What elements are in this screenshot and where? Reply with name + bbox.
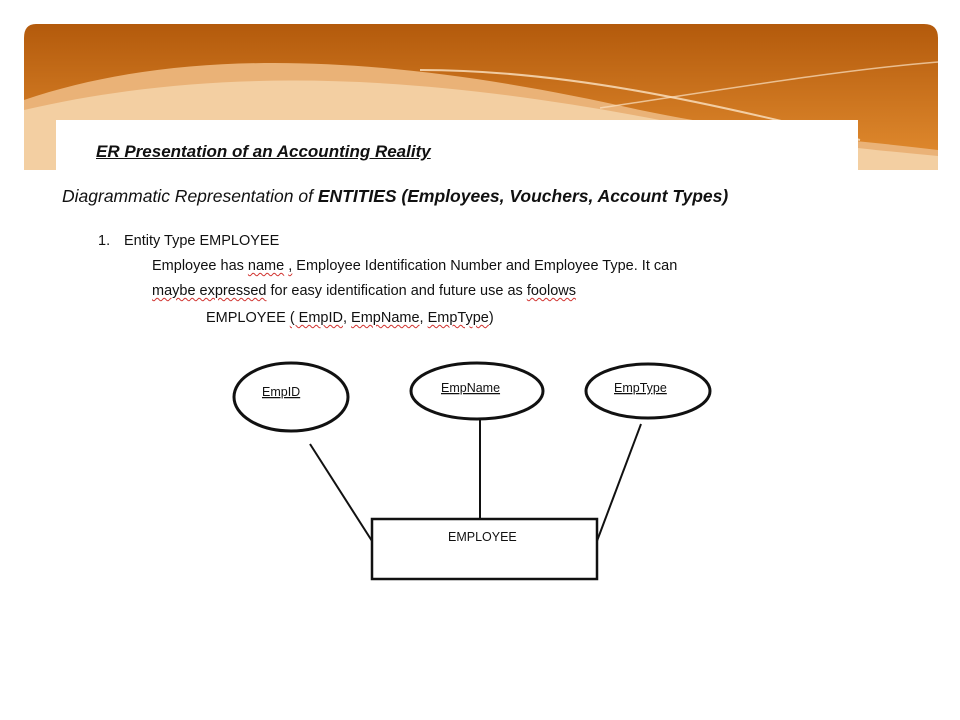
document-heading: ER Presentation of an Accounting Reality (96, 142, 431, 161)
attribute-empname-label: EmpName (441, 381, 501, 395)
schema-squiggle-3: EmpType (427, 310, 489, 326)
entity-employee-label: EMPLOYEE (448, 530, 517, 544)
entity-employee-box (372, 519, 597, 579)
connector-empid (310, 444, 372, 541)
schema-part4: ) (488, 310, 494, 326)
desc1-squiggle-1: name (247, 258, 285, 274)
list-item-number: 1. (98, 233, 111, 249)
desc1-squiggle-2: , (288, 258, 293, 274)
desc2-part1: for easy identification and future use as (266, 283, 527, 299)
desc1-part1: Employee has (152, 258, 248, 274)
desc2-squiggle-1: maybe expressed (152, 283, 267, 299)
schema-squiggle-1: ( EmpID (289, 310, 343, 326)
subheading-prefix: Diagrammatic Representation of (62, 186, 318, 206)
attribute-emptype-label: EmpType (614, 381, 667, 395)
connector-emptype (597, 424, 641, 541)
attribute-empid-label: EmpID (262, 385, 301, 399)
subheading-entities: ENTITIES (Employees, Vouchers, Account Types) (317, 186, 729, 206)
schema-squiggle-2: EmpName (351, 310, 420, 326)
list-item-title: Entity Type EMPLOYEE (124, 233, 280, 249)
desc1-part3: Employee Identification Number and Employee Type. It can (292, 258, 678, 274)
schema-part1: EMPLOYEE (206, 310, 290, 326)
schema-part2: , (342, 310, 352, 326)
schema-part3: , (419, 310, 428, 326)
desc2-squiggle-2: foolows (526, 283, 576, 299)
